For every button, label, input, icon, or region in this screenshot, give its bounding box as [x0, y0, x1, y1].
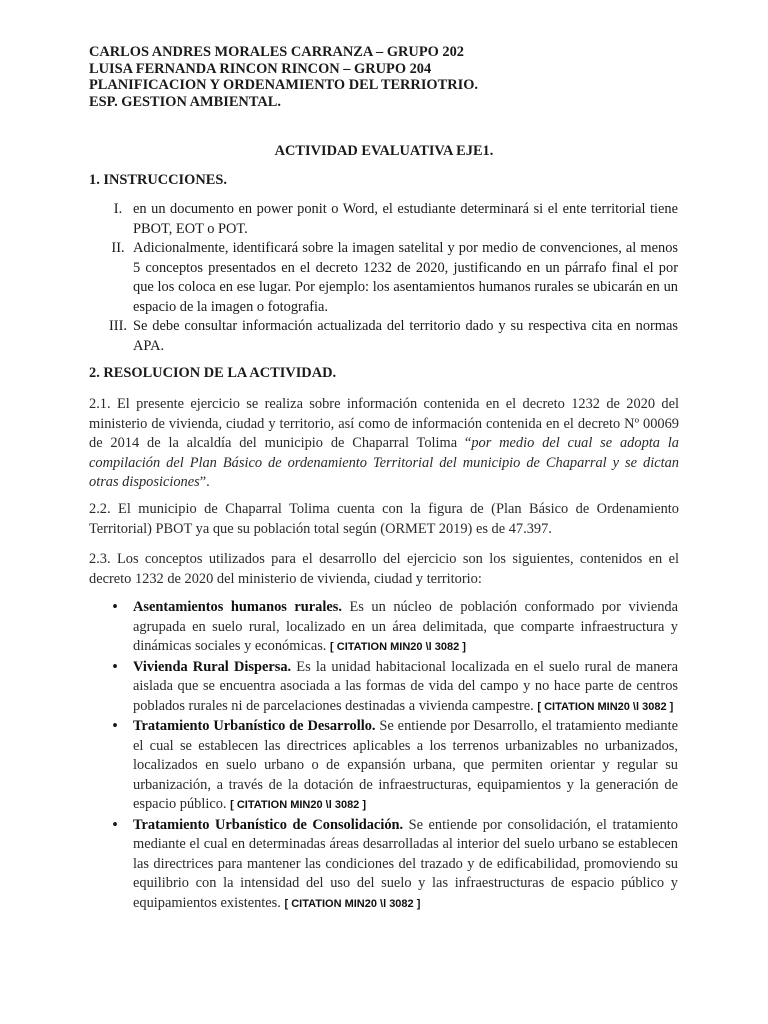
bullet-icon: •	[112, 816, 118, 833]
bullet-icon: •	[112, 718, 118, 734]
paragraph-text-end: ”.	[199, 474, 210, 490]
section-heading-instrucciones: 1. INSTRUCCIONES.	[89, 172, 227, 188]
concepts-list	[89, 598, 679, 914]
list-item	[89, 658, 679, 718]
instructions-list	[89, 200, 679, 356]
concept-term: Vivienda Rural Dispersa.	[133, 658, 292, 675]
section-heading-resolucion: 2. RESOLUCION DE LA ACTIVIDAD.	[89, 365, 337, 381]
list-item-text: Adicionalmente, identificará sobre la imagen satelital y por medio de convenciones, al menos 5 conceptos presentados en el decreto 1232 de 2020, justificando en un párrafo final el por que los coloca en ese lugar. Por ejemplo: los asentamientos humanos rurales se ubicarán en un espacio de la imagen o fotografia.	[133, 240, 678, 315]
list-item-number: I.	[113, 201, 123, 217]
concept-definition: Se entiende por Desarrollo, el tratamiento mediante el cual se establecen las directrices aplicables a los terrenos urbanizables no urbanizados, localizados en suelo urbano o de expansión urbana, que permiten orientar y regular su urbanización, a través de la dotación de infraestructuras, equipamientos y la generación de espacio público.	[133, 718, 678, 812]
header-line-author-1: CARLOS ANDRES MORALES CARRANZA – GRUPO 202	[89, 44, 464, 60]
bullet-icon: •	[112, 599, 118, 615]
citation-field: [ CITATION MIN20 \l 3082 ]	[330, 641, 466, 653]
list-item-text: en un documento en power ponit o Word, el estudiante determinará si el ente territorial tiene PBOT, EOT o POT.	[133, 201, 678, 237]
list-item	[89, 717, 679, 816]
list-item	[89, 239, 679, 317]
concept-term: Tratamiento Urbanístico de Consolidación.	[133, 816, 404, 833]
concept-definition: Se entiende por consolidación, el tratamiento mediante el cual en determinadas áreas desarrolladas al interior del suelo urbano se establecen las directrices para mantener las condiciones del trazado y de edificabilidad, promoviendo su equilibrio con la intensidad del uso del suelo y las infraestructuras de espacio público y equipamientos existentes.	[133, 816, 678, 911]
header-line-program: ESP. GESTION AMBIENTAL.	[89, 93, 281, 110]
header-line-course: PLANIFICACION Y ORDENAMIENTO DEL TERRIOTRIO.	[89, 77, 479, 93]
concept-term: Tratamiento Urbanístico de Desarrollo.	[133, 718, 376, 734]
citation-field: [ CITATION MIN20 \l 3082 ]	[537, 700, 674, 713]
citation-field: [ CITATION MIN20 \l 3082 ]	[230, 799, 367, 811]
paragraph-2-3: 2.3. Los conceptos utilizados para el desarrollo del ejercicio son los siguientes, contenidos en el decreto 1232 de 2020 del ministerio de vivienda, ciudad y territorio:	[89, 551, 679, 587]
list-item-number: III.	[109, 318, 127, 334]
decree-title-quote: por medio del cual se adopta la compilación del Plan Básico de ordenamiento Territorial del municipio de Chaparral y se dictan otras disposiciones	[89, 435, 679, 490]
paragraph-2-1	[89, 395, 679, 493]
header-line-author-2: LUISA FERNANDA RINCON RINCON – GRUPO 204	[89, 60, 432, 77]
paragraph-text: 2.1. El presente ejercicio se realiza sobre información contenida en el decreto 1232 de 2020 del ministerio de vivienda, ciudad y territorio, así como de información contenida en el decreto Nº 00069 de 2014 de la alcaldía del municipio de Chaparral Tolima “	[89, 396, 679, 451]
list-item	[89, 200, 679, 239]
document-title: ACTIVIDAD EVALUATIVA EJE1.	[274, 143, 494, 159]
concept-term: Asentamientos humanos rurales.	[133, 599, 342, 615]
concept-definition: Es la unidad habitacional localizada en el suelo rural de manera aislada que se encuentra asociada a las formas de vida del campo y no hace parte de centros poblados rurales ni de parcelaciones destinadas a vivienda campestre.	[133, 658, 678, 714]
list-item	[89, 598, 679, 658]
bullet-icon: •	[112, 658, 118, 675]
author-header	[89, 44, 689, 110]
list-item	[89, 317, 679, 356]
list-item	[89, 816, 679, 915]
paragraph-2-2: 2.2. El municipio de Chaparral Tolima cuenta con la figura de (Plan Básico de Ordenamiento Territorial) PBOT ya que su población total según (ORMET 2019) es de 47.397.	[89, 501, 679, 537]
list-item-text: Se debe consultar información actualizada del territorio dado y su respectiva cita en normas APA.	[133, 318, 678, 354]
citation-field: [ CITATION MIN20 \l 3082 ]	[284, 897, 421, 910]
concept-definition: Es un núcleo de población conformado por vivienda agrupada en suelo rural, localizado en un área delimitada, que comparte infraestructura y dinámicas sociales y económicas.	[133, 599, 679, 654]
list-item-number: II.	[111, 240, 125, 256]
